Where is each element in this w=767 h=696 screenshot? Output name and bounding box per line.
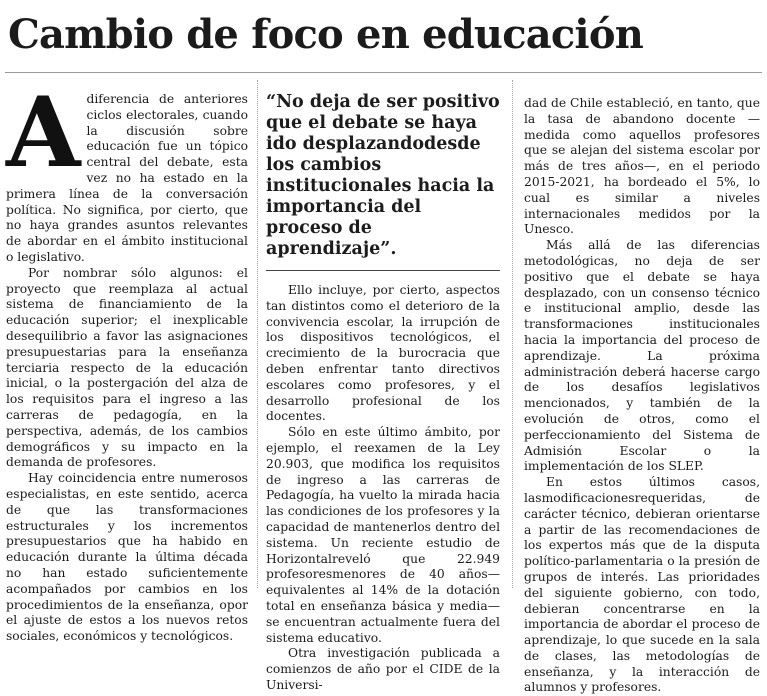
column-divider-2 [512, 80, 513, 588]
col2-body [266, 283, 500, 694]
col2-paragraph-3: Otra investigación publicada a comienzos de año por el CIDE de la Universi- [266, 646, 500, 692]
col3-paragraph-1: dad de Chile estableció, en tanto, que la tasa de abandono docente —medida como aquellos profesores que se alejan del sistema escolar por más de tres años—, en el periodo 2015-2021, ha bordeado el 5%, lo cual es similar a niveles internacionales medidos por la Unesco. [524, 96, 760, 237]
column-1 [6, 76, 248, 645]
pull-quote: “No deja de ser positivo que el debate se haya ido desplazandodesde los cambios institucionales hacia la importancia del proceso de aprendizaje”. [266, 92, 500, 271]
col2-paragraph-1: Ello incluye, por cierto, aspectos tan distintos como el deterioro de la convivencia escolar, la irrupción de los dispositivos tecnológicos, el crecimiento de la burocracia que deben enfrentar tanto directivos escolares como profesores, y el desarrollo profesional de los docentes. [266, 283, 500, 424]
col1-paragraph-2: Por nombrar sólo algunos: el proyecto que reemplaza al actual sistema de financiamiento de la educación superior; el inexplicable desequilibrio a favor las asignaciones presupuestarias para la enseñanza terciaria respecto de la educación inicial, o la postergación del alza de los requisitos para el ingreso a las carreras de pedagogía, en la perspectiva, además, de los cambios demográficos y su impacto en la demanda de profesores. [6, 265, 248, 470]
column-divider-1 [257, 80, 258, 588]
headline: Cambio de foco en educación [8, 11, 643, 58]
col2-paragraph-2: Sólo en este último ámbito, por ejemplo, el reexamen de la Ley 20.903, que modifica los requisitos de ingreso a las carreras de Pedagogía, ha vuelto la mirada hacia las condiciones de los profesores y la capacidad de mantenerlos dentro del sistema. Un reciente estudio de Horizontalreveló que 22.949 profesoresmenores de 40 años—equivalentes al 14% de la dotación total en enseñanza básica y media— se encuentran actualmente fuera del sistema educativo. [266, 425, 500, 645]
column-3 [524, 96, 760, 696]
col3-paragraph-3: En estos últimos casos, lasmodificacionesrequeridas, de carácter técnico, debieran orientarse a partir de las recomendaciones de los expertos más que de la disputa político-parlamentaria o la presión de grupos de interés. Las prioridades del siguiente gobierno, con todo, debieran concentrarse en la importancia de abordar el proceso de aprendizaje, lo que sucede en la sala de clases, las metodologías de enseñanza, y la interacción de alumnos y profesores. [524, 475, 760, 695]
drop-cap: A [6, 76, 81, 189]
col1-paragraph-3: Hay coincidencia entre numerosos especialistas, en este sentido, acerca de que las transformaciones estructurales y los incrementos presupuestarios que ha habido en educación durante la última década no han estado suficientemente acompañados por cambios en los procedimientos de la enseñanza, opor el ajuste de estos a los nuevos retos sociales, económicos y tecnológicos. [6, 471, 248, 644]
col3-paragraph-2: Más allá de las diferencias metodológicas, no deja de ser positivo que el debate se haya desplazado, con un consenso técnico e institucional amplio, desde las transformaciones institucionales hacia la importancia del proceso de aprendizaje. La próxima administración deberá hacerse cargo de los desafíos legislativos mencionados, y también de la evolución de otros, como el perfeccionamiento del Sistema de Admisión Escolar o la implementación de los SLEP. [524, 238, 760, 474]
column-2 [266, 92, 500, 694]
col1-paragraph-1: diferencia de anteriores ciclos electorales, cuando la discusión sobre educación fue un tópico central del debate, esta vez no ha estado en la primera línea de la conversación política. No significa, por cierto, que no haya grandes asuntos relevantes de abordar en el ámbito institucional o legislativo. [6, 92, 248, 264]
headline-rule [5, 72, 762, 73]
